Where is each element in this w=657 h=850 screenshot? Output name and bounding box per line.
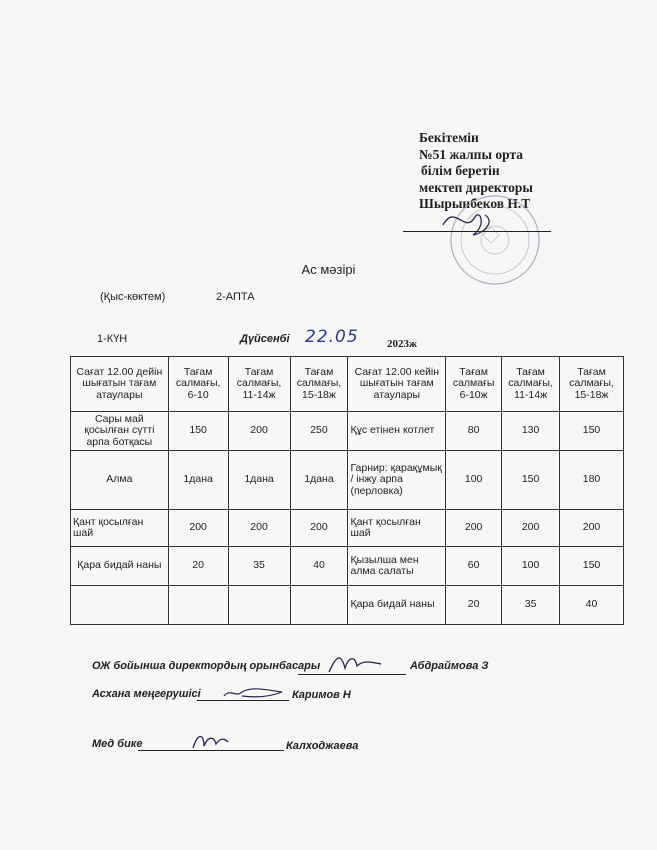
- deputy-signature-label: ОЖ бойынша директордың орынбасары: [92, 660, 321, 672]
- table-cell: [290, 586, 348, 625]
- nurse-name: Калходжаева: [286, 740, 359, 752]
- header-cell: Сағат 12.00 дейін шығатын тағам атаулары: [71, 357, 169, 412]
- table-cell: 80: [446, 412, 502, 451]
- approval-line: Шырынбеков Н.Т: [419, 196, 531, 211]
- table-cell: 150: [502, 451, 560, 510]
- kitchen-signature-label: Асхана меңгерушісі: [92, 688, 201, 700]
- year-label: 2023ж: [387, 338, 417, 350]
- table-cell: [228, 586, 290, 625]
- kitchen-signature-icon: [222, 682, 292, 704]
- table-cell: 130: [502, 412, 560, 451]
- deputy-name: Абдраймова З: [410, 660, 489, 672]
- table-cell: 200: [228, 412, 290, 451]
- table-cell: 150: [560, 547, 624, 586]
- table-cell: 200: [560, 510, 624, 547]
- table-cell: 100: [502, 547, 560, 586]
- table-cell: 150: [560, 412, 624, 451]
- table-cell: 20: [168, 547, 228, 586]
- table-cell: 250: [290, 412, 348, 451]
- table-cell: 40: [290, 547, 348, 586]
- table-cell: [71, 586, 169, 625]
- kitchen-name: Каримов Н: [292, 689, 351, 701]
- approval-line: мектеп директоры: [419, 179, 533, 195]
- header-cell: Тағам салмағы, 11-14ж: [502, 357, 560, 412]
- week-label: 2-АПТА: [216, 291, 255, 303]
- menu-table: [70, 356, 624, 625]
- day-label: 1-КҮН: [97, 333, 128, 345]
- header-cell: Тағам салмағы, 6-10: [168, 357, 228, 412]
- table-header-row: [71, 357, 624, 412]
- table-cell: 40: [560, 586, 624, 625]
- table-cell: 200: [290, 510, 348, 547]
- table-cell: Құс етінен котлет: [348, 412, 446, 451]
- table-cell: 200: [502, 510, 560, 547]
- table-cell: 60: [446, 547, 502, 586]
- table-cell: 1дана: [290, 451, 348, 510]
- table-cell: Сары май қосылған сүтті арпа ботқасы: [71, 412, 169, 451]
- approval-line: №51 жалпы орта: [419, 146, 523, 162]
- table-cell: [168, 586, 228, 625]
- nurse-signature-label: Мед бике: [92, 738, 143, 750]
- header-cell: Тағам салмағы, 15-18ж: [560, 357, 624, 412]
- table-cell: 200: [446, 510, 502, 547]
- handwritten-date: 22.05: [305, 327, 359, 347]
- table-cell: 200: [168, 510, 228, 547]
- approval-line: білім беретін: [421, 163, 500, 178]
- deputy-signature-icon: [325, 650, 385, 678]
- table-cell: 35: [228, 547, 290, 586]
- table-cell: Қызылша мен алма салаты: [348, 547, 446, 586]
- table-cell: 20: [446, 586, 502, 625]
- table-row: [71, 412, 624, 451]
- table-cell: 200: [228, 510, 290, 547]
- approval-line: Бекітемін: [419, 130, 479, 145]
- table-row: [71, 586, 624, 625]
- table-cell: Қант қосылған шай: [71, 510, 169, 547]
- header-cell: Тағам салмағы 6-10ж: [446, 357, 502, 412]
- table-row: [71, 510, 624, 547]
- page-title: Ас мәзірі: [301, 262, 356, 277]
- table-row: [71, 451, 624, 510]
- table-cell: Гарнир: қарақұмық / інжу арпа (перловка): [348, 451, 446, 510]
- approval-signature-line: [403, 231, 551, 232]
- table-cell: 1дана: [168, 451, 228, 510]
- weekday-label: Дүйсенбі: [240, 333, 290, 345]
- table-cell: 35: [502, 586, 560, 625]
- table-cell: Қара бидай наны: [348, 586, 446, 625]
- table-cell: 1дана: [228, 451, 290, 510]
- header-cell: Сағат 12.00 кейін шығатын тағам атаулары: [348, 357, 446, 412]
- nurse-signature-icon: [190, 728, 230, 752]
- season-label: (Қыс-көктем): [100, 291, 166, 303]
- table-cell: 180: [560, 451, 624, 510]
- table-row: [71, 547, 624, 586]
- table-cell: 150: [168, 412, 228, 451]
- table-cell: Қара бидай наны: [71, 547, 169, 586]
- table-cell: 100: [446, 451, 502, 510]
- header-cell: Тағам салмағы, 15-18ж: [290, 357, 348, 412]
- table-cell: Алма: [71, 451, 169, 510]
- header-cell: Тағам салмағы, 11-14ж: [228, 357, 290, 412]
- table-cell: Қант қосылған шай: [348, 510, 446, 547]
